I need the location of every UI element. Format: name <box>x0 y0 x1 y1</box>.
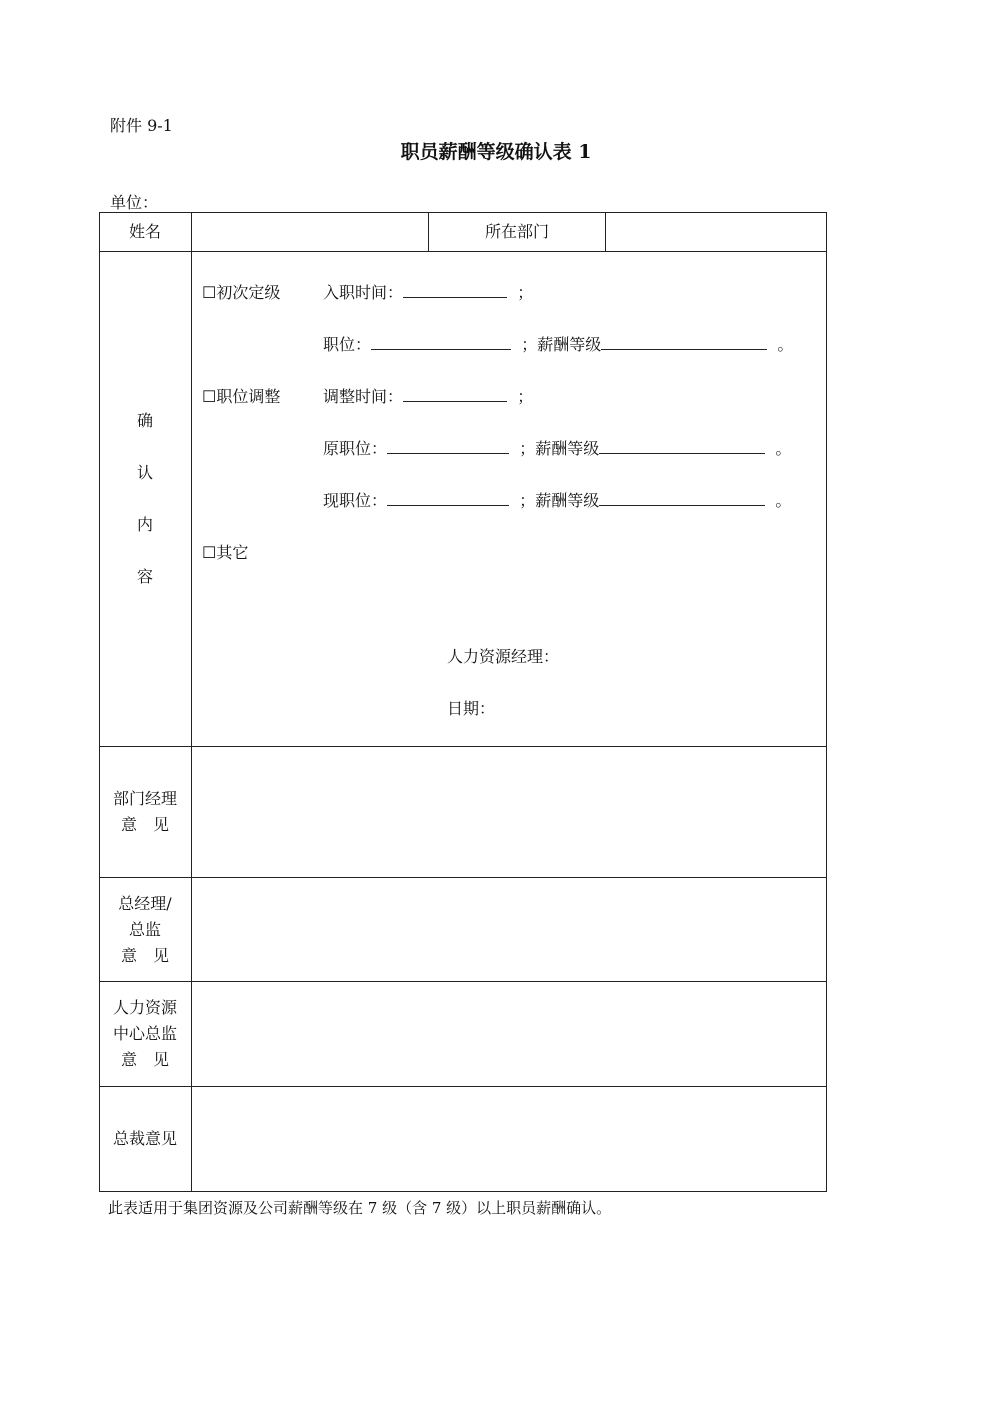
confirm-label-2: 认 <box>136 463 153 482</box>
name-label: 姓名 <box>128 222 161 241</box>
cur-position-label: 现职位： <box>323 491 388 510</box>
dept-manager-label-2: 意 见 <box>120 815 169 834</box>
salary-confirmation-table <box>99 212 827 1192</box>
signature-date: 日期： <box>447 699 496 718</box>
salary-grade-label: ；薪酬等级 <box>521 335 602 354</box>
entry-time-blank[interactable] <box>403 283 507 298</box>
period: 。 <box>775 491 792 510</box>
unit-label: 单位： <box>110 193 159 212</box>
position-adjust-checkbox[interactable]: ☐职位调整 <box>202 387 281 406</box>
orig-position-label: 原职位： <box>323 439 388 458</box>
period: 。 <box>777 335 794 354</box>
gm-label-3: 意 见 <box>120 946 169 965</box>
confirm-label-3: 内 <box>136 515 153 534</box>
entry-time-label: 入职时间： <box>323 283 404 302</box>
attachment-number: 附件 9-1 <box>110 116 173 135</box>
gm-label-2: 总监 <box>128 920 161 939</box>
confirm-label-1: 确 <box>136 411 153 430</box>
president-opinion-field[interactable] <box>192 1087 826 1191</box>
hr-manager-signature: 人力资源经理： <box>447 647 560 666</box>
cur-position-blank[interactable] <box>387 491 509 506</box>
initial-grading-checkbox[interactable]: ☐初次定级 <box>202 283 281 302</box>
salary-grade-blank[interactable] <box>599 439 765 454</box>
position-label: 职位： <box>323 335 372 354</box>
orig-position-row <box>323 436 791 459</box>
period: 。 <box>775 439 792 458</box>
adjust-time-blank[interactable] <box>403 387 507 402</box>
department-field[interactable] <box>606 219 826 245</box>
salary-grade-blank[interactable] <box>599 491 765 506</box>
salary-grade-blank[interactable] <box>601 335 767 350</box>
gm-label-1: 总经理/ <box>118 894 172 913</box>
dept-manager-opinion-field[interactable] <box>192 747 826 877</box>
position-blank[interactable] <box>371 335 511 350</box>
adjust-time-label: 调整时间： <box>323 387 404 406</box>
entry-time-row <box>323 280 533 303</box>
orig-position-blank[interactable] <box>387 439 509 454</box>
gm-opinion-field[interactable] <box>192 878 826 981</box>
name-field[interactable] <box>192 219 428 245</box>
semicolon: ； <box>517 283 534 302</box>
president-label: 总裁意见 <box>112 1129 177 1148</box>
dept-manager-label-1: 部门经理 <box>112 789 177 808</box>
page-title: 职员薪酬等级确认表 1 <box>400 141 592 163</box>
adjust-time-row <box>323 384 533 407</box>
position-row <box>323 332 793 355</box>
hr-center-label-2: 中心总监 <box>112 1024 177 1043</box>
hr-center-label-3: 意 见 <box>120 1050 169 1069</box>
footnote: 此表适用于集团资源及公司薪酬等级在 7 级（含 7 级）以上职员薪酬确认。 <box>108 1199 612 1217</box>
semicolon: ； <box>517 387 534 406</box>
other-checkbox[interactable]: ☐其它 <box>202 543 249 562</box>
hr-center-opinion-field[interactable] <box>192 982 826 1086</box>
department-label: 所在部门 <box>484 222 549 241</box>
hr-center-label-1: 人力资源 <box>112 998 177 1017</box>
cur-position-row <box>323 488 791 511</box>
salary-grade-label: ；薪酬等级 <box>519 439 600 458</box>
salary-grade-label: ；薪酬等级 <box>519 491 600 510</box>
confirm-label-4: 容 <box>136 567 153 586</box>
